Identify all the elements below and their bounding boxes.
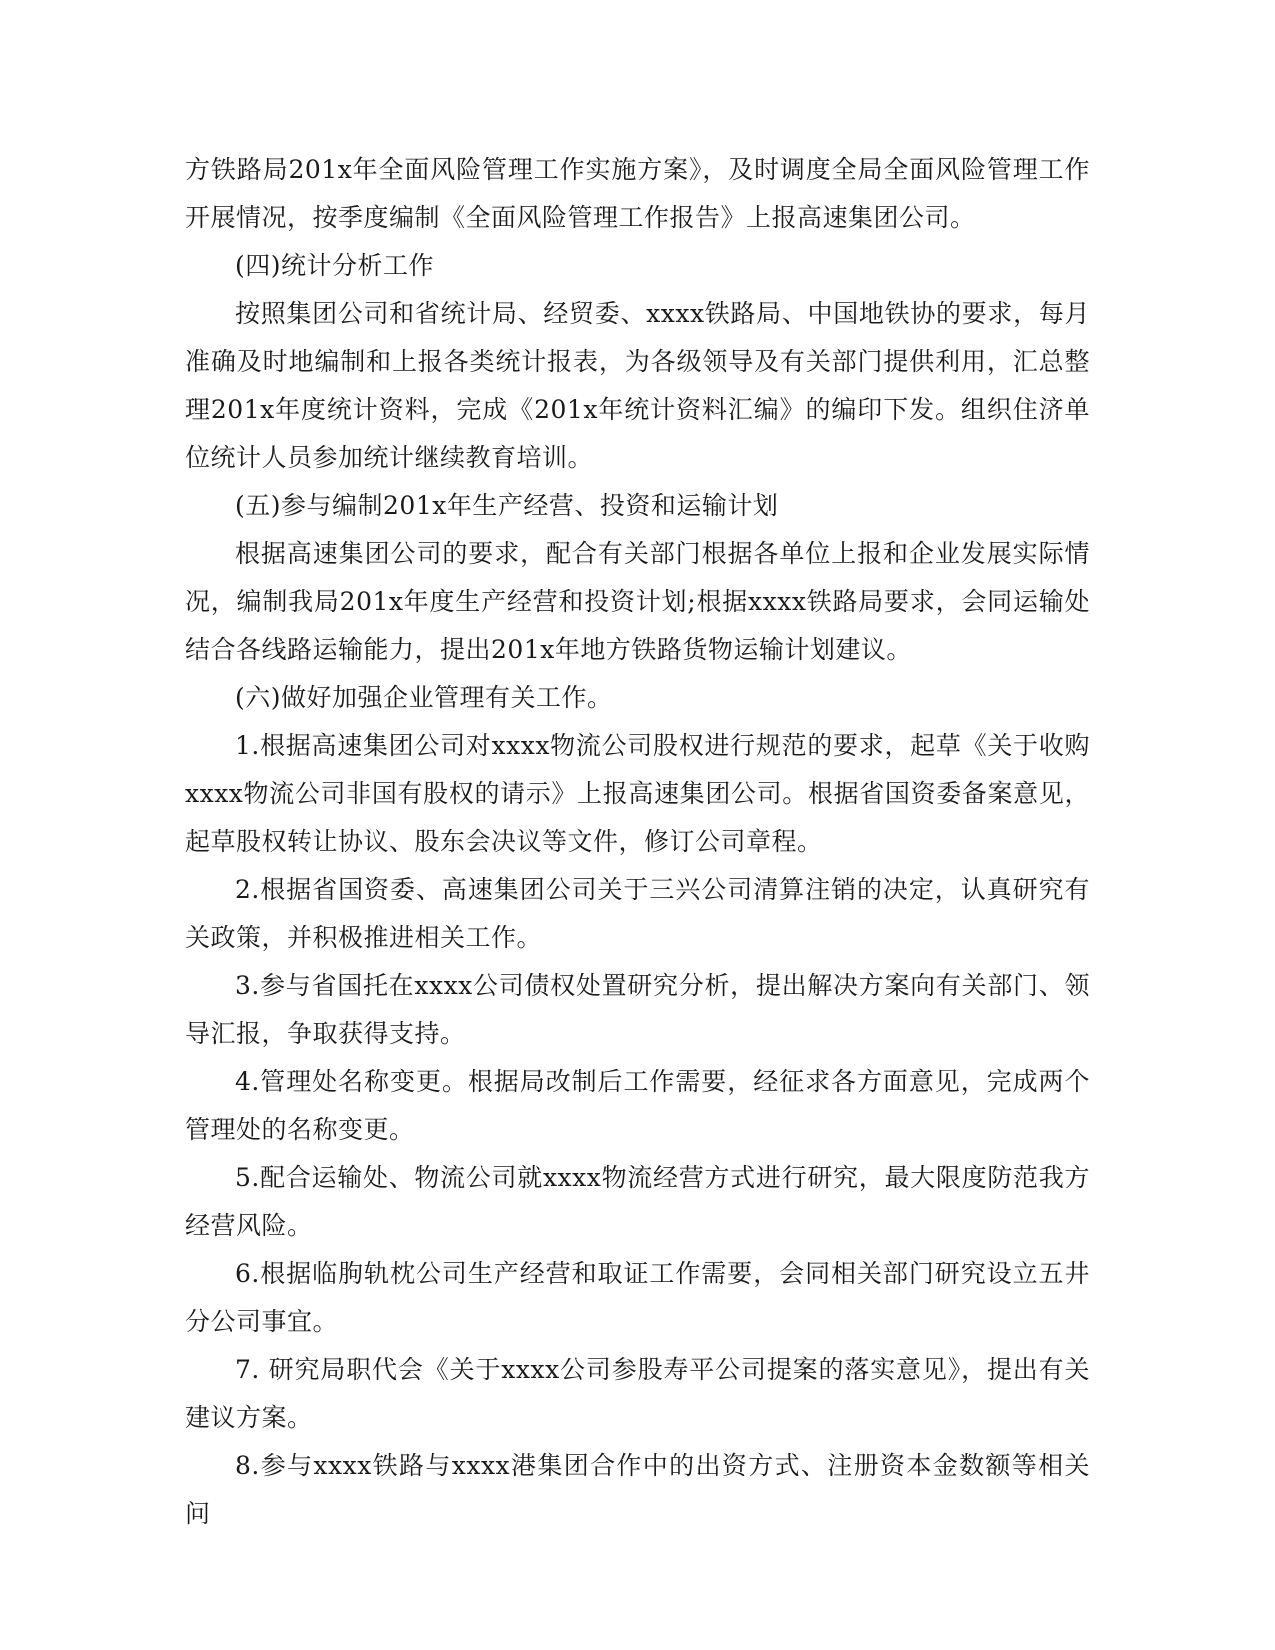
list-item-8: 8.参与xxxx铁路与xxxx港集团合作中的出资方式、注册资本金数额等相关问 (185, 1451, 1090, 1528)
list-item-7: 7. 研究局职代会《关于xxxx公司参股寿平公司提案的落实意见》，提出有关建议方案。 (185, 1355, 1090, 1432)
paragraph-planning: 根据高速集团公司的要求，配合有关部门根据各单位上报和企业发展实际情况，编制我局201x年度生产经营和投资计划;根据xxxx铁路局要求，会同运输处结合各线路运输能力，提出201x年地方铁路货物运输计划建议。 (185, 539, 1090, 664)
list-item-5: 5.配合运输处、物流公司就xxxx物流经营方式进行研究，最大限度防范我方经营风险。 (185, 1163, 1090, 1240)
paragraph-statistics: 按照集团公司和省统计局、经贸委、xxxx铁路局、中国地铁协的要求，每月准确及时地编制和上报各类统计报表，为各级领导及有关部门提供利用，汇总整理201x年度统计资料，完成《201x年统计资料汇编》的编印下发。组织住济单位统计人员参加统计继续教育培训。 (185, 299, 1090, 472)
section-heading-enterprise-management: (六)做好加强企业管理有关工作。 (235, 683, 613, 712)
list-item-4: 4.管理处名称变更。根据局改制后工作需要，经征求各方面意见，完成两个管理处的名称变更。 (185, 1067, 1090, 1144)
list-item-6: 6.根据临朐轨枕公司生产经营和取证工作需要，会同相关部门研究设立五井分公司事宜。 (185, 1259, 1090, 1336)
section-heading-planning: (五)参与编制201x年生产经营、投资和运输计划 (235, 491, 779, 520)
section-heading-statistics: (四)统计分析工作 (235, 251, 435, 280)
list-item-1: 1.根据高速集团公司对xxxx物流公司股权进行规范的要求，起草《关于收购xxxx物流公司非国有股权的请示》上报高速集团公司。根据省国资委备案意见，起草股权转让协议、股东会决议等文件，修订公司章程。 (185, 731, 1090, 856)
list-item-3: 3.参与省国托在xxxx公司债权处置研究分析，提出解决方案向有关部门、领导汇报，争取获得支持。 (185, 971, 1090, 1048)
document-body (185, 146, 1090, 1538)
paragraph-risk-management-continued: 方铁路局201x年全面风险管理工作实施方案》，及时调度全局全面风险管理工作开展情况，按季度编制《全面风险管理工作报告》上报高速集团公司。 (185, 155, 1090, 232)
list-item-2: 2.根据省国资委、高速集团公司关于三兴公司清算注销的决定，认真研究有关政策，并积极推进相关工作。 (185, 875, 1090, 952)
